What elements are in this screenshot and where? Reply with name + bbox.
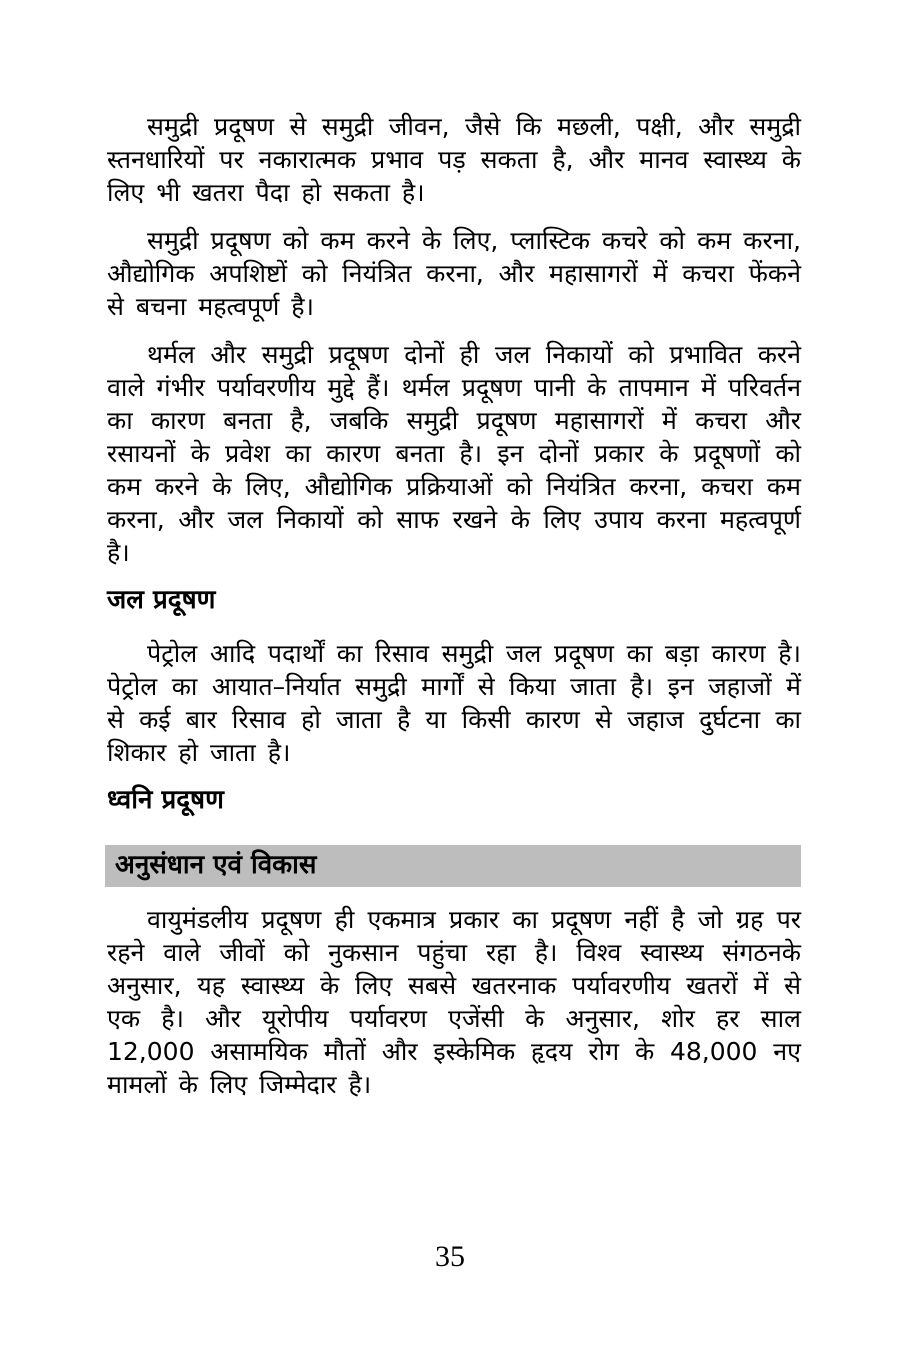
paragraph-marine-pollution-reduction: समुद्री प्रदूषण को कम करने के लिए, प्लास्टिक कचरे को कम करना, औद्योगिक अपशिष्टों को नियंत्रित करना, और महासागरों में कचरा फेंकने से बचना महत्वपूर्ण है। — [107, 226, 801, 321]
page-number: 35 — [435, 1240, 465, 1273]
paragraph-atmospheric-noise-stats: वायुमंडलीय प्रदूषण ही एकमात्र प्रकार का प्रदूषण नहीं है जो ग्रह पर रहने वाले जीवों को नुकसान पहुंचा रहा है। विश्व स्वास्थ्य संगठनके अनुसार, यह स्वास्थ्य के लिए सबसे खतरनाक पर्यावरणीय खतरों में से एक है। और यूरोपीय पर्यावरण एजेंसी के अनुसार, शोर हर साल 12,000 असामयिक मौतों और इस्केमिक हृदय रोग के 48,000 नए मामलों के लिए जिम्मेदार है। — [107, 905, 801, 1099]
heading-water-pollution: जल प्रदूषण — [107, 585, 216, 615]
heading-noise-pollution: ध्वनि प्रदूषण — [107, 785, 224, 815]
heading-research-and-development: अनुसंधान एवं विकास — [105, 845, 801, 887]
paragraph-marine-pollution-effects: समुद्री प्रदूषण से समुद्री जीवन, जैसे कि मछली, पक्षी, और समुद्री स्तनधारियों पर नकारात्मक प्रभाव पड़ सकता है, और मानव स्वास्थ्य के लिए भी खतरा पैदा हो सकता है। — [107, 112, 801, 207]
paragraph-thermal-and-marine-pollution: थर्मल और समुद्री प्रदूषण दोनों ही जल निकायों को प्रभावित करने वाले गंभीर पर्यावरणीय मुद्दे हैं। थर्मल प्रदूषण पानी के तापमान में परिवर्तन का कारण बनता है, जबकि समुद्री प्रदूषण महासागरों में कचरा और रसायनों के प्रवेश का कारण बनता है। इन दोनों प्रकार के प्रदूषणों को कम करने के लिए, औद्योगिक प्रक्रियाओं को नियंत्रित करना, कचरा कम करना, और जल निकायों को साफ रखने के लिए उपाय करना महत्वपूर्ण है। — [107, 340, 801, 567]
text-block — [107, 110, 801, 1116]
paragraph-petrol-leakage: पेट्रोल आदि पदार्थों का रिसाव समुद्री जल प्रदूषण का बड़ा कारण है। पेट्रोल का आयात–निर्यात समुद्री मार्गों से किया जाता है। इन जहाजों में से कई बार रिसाव हो जाता है या किसी कारण से जहाज दुर्घटना का शिकार हो जाता है। — [107, 639, 801, 767]
